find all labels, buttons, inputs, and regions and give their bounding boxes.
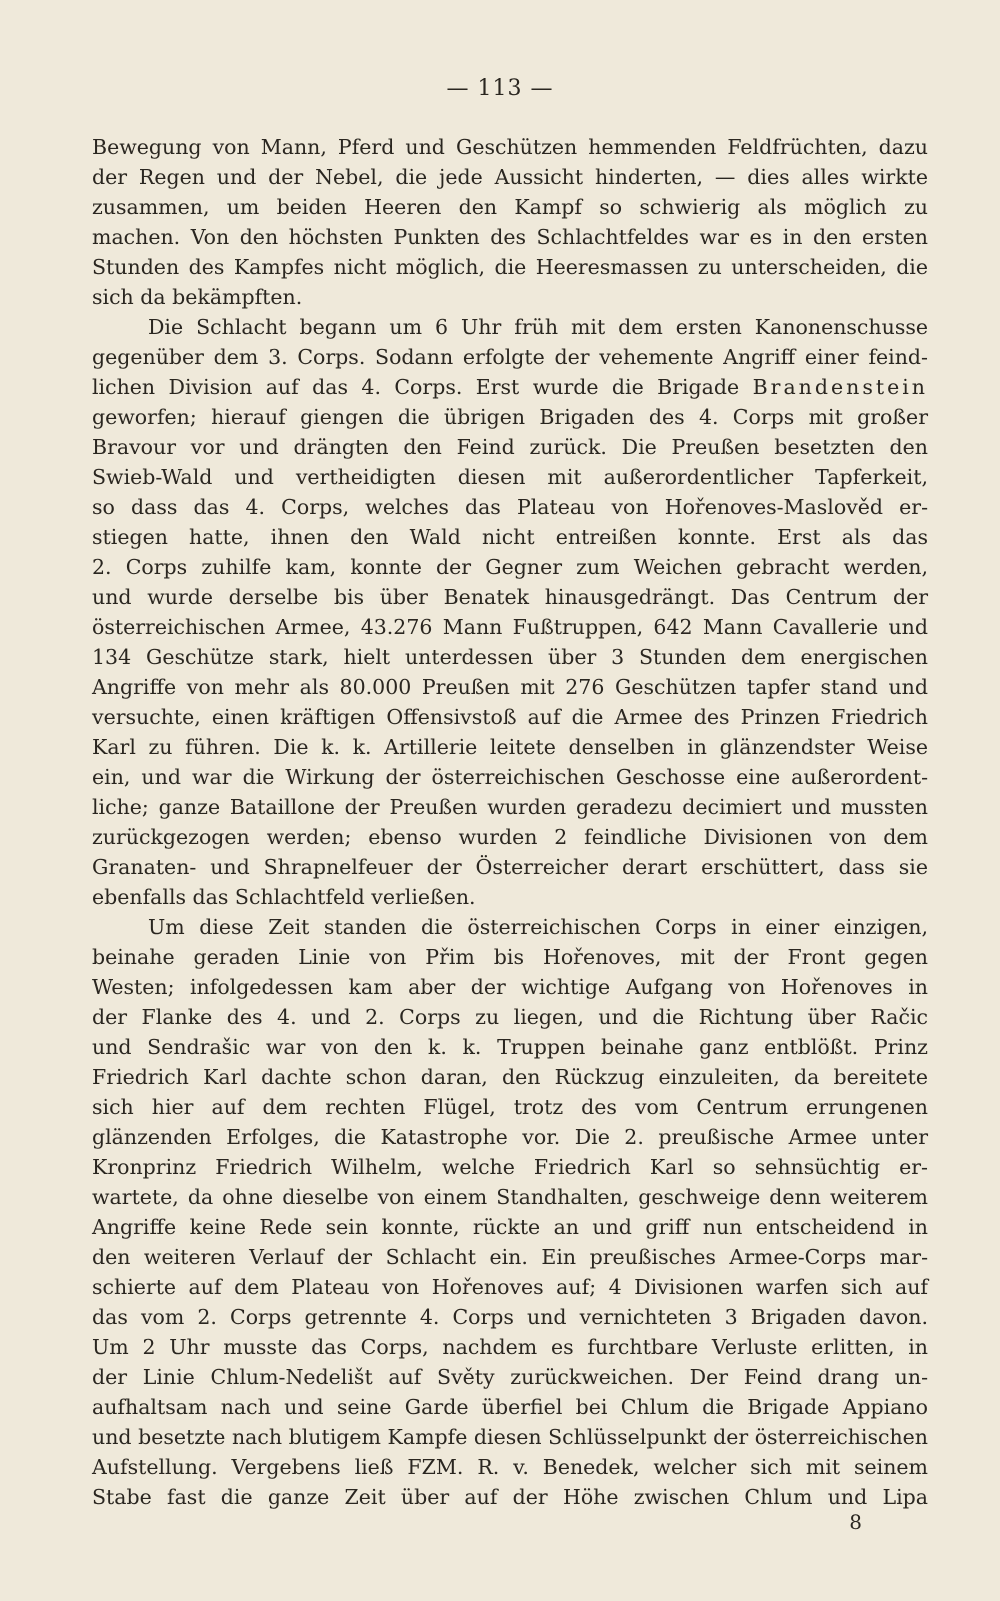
text-line: aufhaltsam nach und seine Garde überfiel bei Chlum die Brigade Appiano: [92, 1395, 928, 1419]
text-line: schierte auf dem Plateau von Hořenoves auf; 4 Divisionen warfen sich auf: [92, 1275, 928, 1299]
text-line: Karl zu führen. Die k. k. Artillerie leitete denselben in glänzendster Weise: [92, 735, 928, 759]
text-line: zusammen, um beiden Heeren den Kampf so schwierig als möglich zu: [92, 195, 928, 219]
text-line: 134 Geschütze stark, hielt unterdessen über 3 Stunden dem energischen: [92, 645, 928, 669]
text-line: machen. Von den höchsten Punkten des Schlachtfeldes war es in den ersten: [92, 225, 928, 249]
text-line: den weiteren Verlauf der Schlacht ein. Ein preußisches Armee-Corps mar-: [92, 1245, 928, 1269]
text-line: und wurde derselbe bis über Benatek hinausgedrängt. Das Centrum der: [92, 585, 928, 609]
body-text: [92, 132, 928, 1512]
text-line: Kronprinz Friedrich Wilhelm, welche Friedrich Karl so sehnsüchtig er-: [92, 1155, 928, 1179]
text-line: ein, und war die Wirkung der österreichischen Geschosse eine außerordent-: [92, 765, 928, 789]
text-line: der Regen und der Nebel, die jede Aussicht hinderten, — dies alles wirkte: [92, 165, 928, 189]
text-line: der Flanke des 4. und 2. Corps zu liegen, und die Richtung über Račic: [92, 1005, 928, 1029]
text-line: Angriffe keine Rede sein konnte, rückte an und griff nun entscheidend in: [92, 1215, 928, 1239]
text-line-with-name: [92, 372, 928, 402]
text-line: glänzenden Erfolges, die Katastrophe vor. Die 2. preußische Armee unter: [92, 1125, 928, 1149]
text-segment: lichen Division auf das 4. Corps. Erst wurde die Brigade: [92, 375, 740, 399]
text-line: ebenfalls das Schlachtfeld verließen.: [92, 885, 476, 909]
text-line: liche; ganze Bataillone der Preußen wurden geradezu decimiert und mussten: [92, 795, 928, 819]
text-line: zurückgezogen werden; ebenso wurden 2 feindliche Divisionen von dem: [92, 825, 928, 849]
text-line: Aufstellung. Vergebens ließ FZM. R. v. Benedek, welcher sich mit seinem: [92, 1455, 928, 1479]
text-line: 2. Corps zuhilfe kam, konnte der Gegner zum Weichen gebracht werden,: [92, 555, 928, 579]
text-line: sich hier auf dem rechten Flügel, trotz des vom Centrum errungenen: [92, 1095, 928, 1119]
page-number: — 113 —: [446, 76, 554, 101]
signature-mark: 8: [849, 1510, 862, 1534]
text-line: versuchte, einen kräftigen Offensivstoß auf die Armee des Prinzen Friedrich: [92, 705, 928, 729]
text-line: Stunden des Kampfes nicht möglich, die Heeresmassen zu unterscheiden, die: [92, 255, 928, 279]
text-line: wartete, da ohne dieselbe von einem Standhalten, geschweige denn weiterem: [92, 1185, 928, 1209]
text-line: Westen; infolgedessen kam aber der wichtige Aufgang von Hořenoves in: [92, 975, 928, 999]
text-line: und Sendrašic war von den k. k. Truppen beinahe ganz entblößt. Prinz: [92, 1035, 928, 1059]
text-line: und besetzte nach blutigem Kampfe diesen Schlüsselpunkt der österreichischen: [92, 1425, 928, 1449]
text-line: Swieb-Wald und vertheidigten diesen mit außerordentlicher Tapferkeit,: [92, 465, 928, 489]
text-line: gegenüber dem 3. Corps. Sodann erfolgte der vehemente Angriff einer feind-: [92, 345, 928, 369]
text-line: Bewegung von Mann, Pferd und Geschützen hemmenden Feldfrüchten, dazu: [92, 135, 928, 159]
text-line: Bravour vor und drängten den Feind zurück. Die Preußen besetzten den: [92, 435, 928, 459]
spaced-name: Brandenstein: [752, 375, 928, 399]
text-line: Angriffe von mehr als 80.000 Preußen mit 276 Geschützen tapfer stand und: [92, 675, 928, 699]
text-line: sich da bekämpften.: [92, 285, 303, 309]
text-line: Um 2 Uhr musste das Corps, nachdem es furchtbare Verluste erlitten, in: [92, 1335, 928, 1359]
text-line: Friedrich Karl dachte schon daran, den Rückzug einzuleiten, da bereitete: [92, 1065, 928, 1089]
text-line: Stabe fast die ganze Zeit über auf der Höhe zwischen Chlum und Lipa: [92, 1485, 928, 1509]
text-line: österreichischen Armee, 43.276 Mann Fußtruppen, 642 Mann Cavallerie und: [92, 615, 928, 639]
paragraph-start: Die Schlacht begann um 6 Uhr früh mit dem ersten Kanonenschusse: [148, 315, 928, 339]
text-line: stiegen hatte, ihnen den Wald nicht entreißen konnte. Erst als das: [92, 525, 928, 549]
text-line: Granaten- und Shrapnelfeuer der Österreicher derart erschüttert, dass sie: [92, 855, 928, 879]
text-line: geworfen; hierauf giengen die übrigen Brigaden des 4. Corps mit großer: [92, 405, 928, 429]
text-line: das vom 2. Corps getrennte 4. Corps und vernichteten 3 Brigaden davon.: [92, 1305, 928, 1329]
text-line: beinahe geraden Linie von Přim bis Hořenoves, mit der Front gegen: [92, 945, 928, 969]
paragraph-start: Um diese Zeit standen die österreichischen Corps in einer einzigen,: [148, 915, 928, 939]
text-line: der Linie Chlum-Nedelišt auf Světy zurückweichen. Der Feind drang un-: [92, 1365, 928, 1389]
text-line: so dass das 4. Corps, welches das Plateau von Hořenoves-Maslověd er-: [92, 495, 928, 519]
